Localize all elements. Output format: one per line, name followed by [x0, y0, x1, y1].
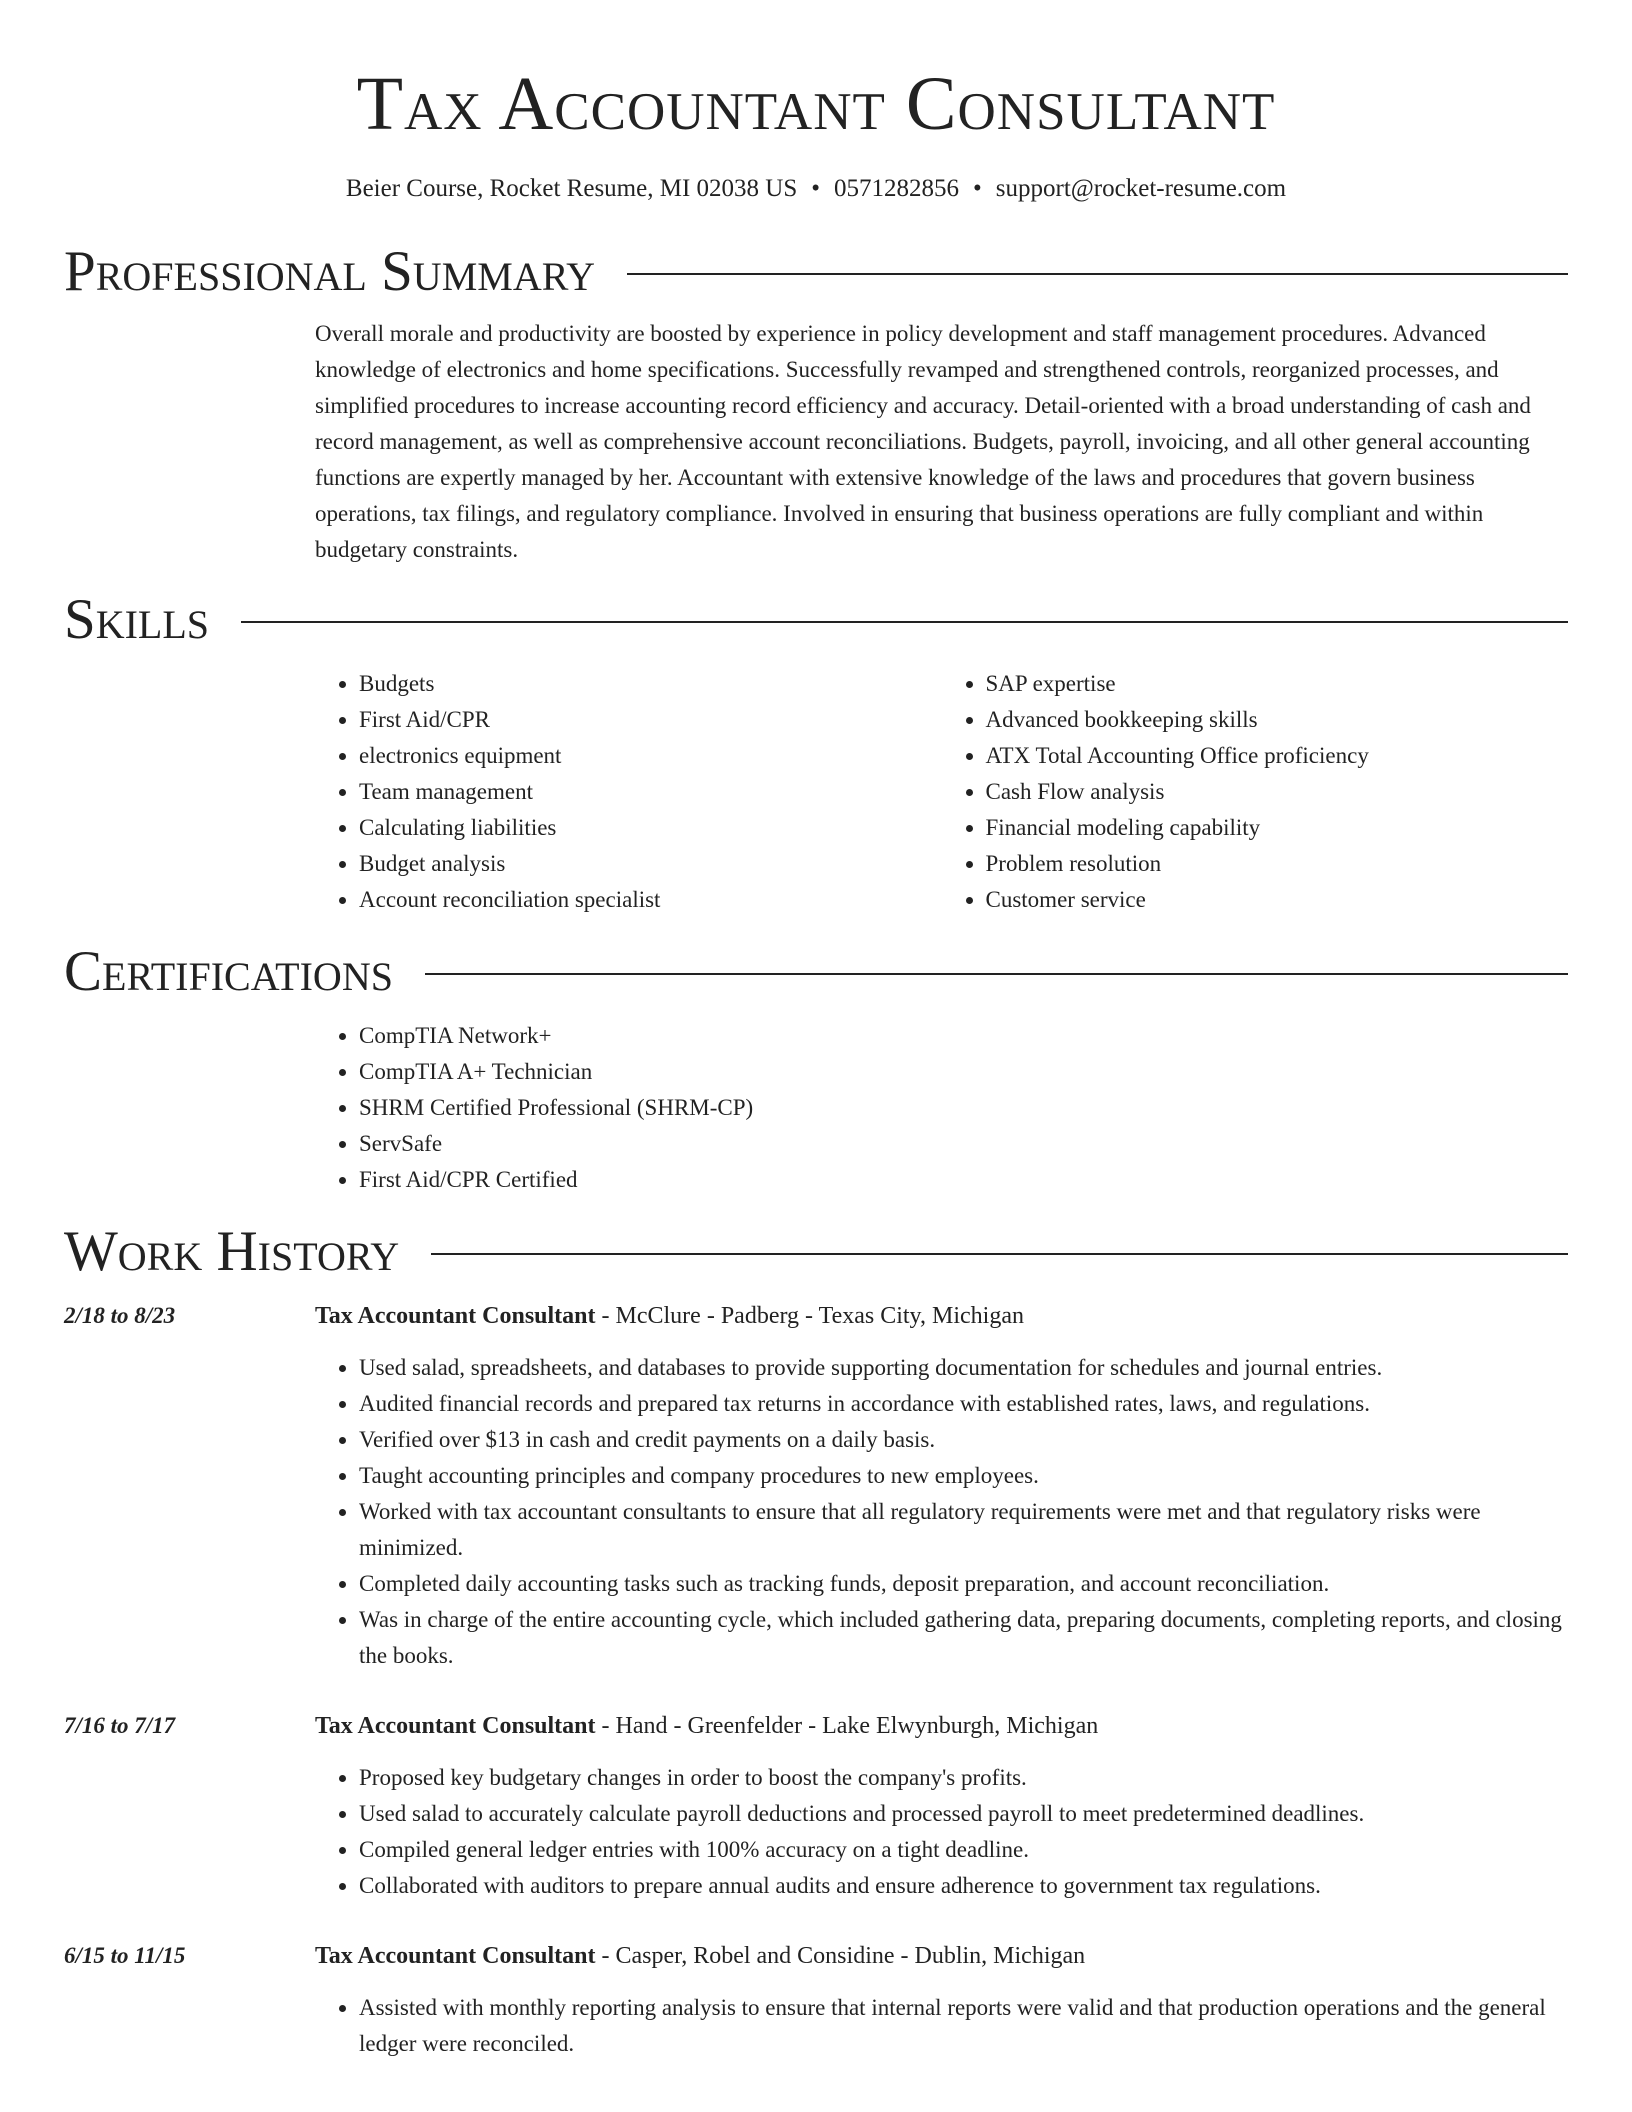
job-title: Tax Accountant Consultant — [315, 1943, 596, 1969]
skills-list-right — [942, 666, 1569, 918]
job-entry — [64, 1938, 1568, 2062]
contact-address: Beier Course, Rocket Resume, MI 02038 US — [345, 175, 798, 202]
contact-line — [64, 172, 1568, 206]
skill-item: • Budgets — [359, 666, 942, 702]
candidate-name: Tax Accountant Consultant — [356, 62, 1276, 146]
certifications-section-body — [315, 1018, 1568, 1198]
skill-item: • First Aid/CPR — [359, 702, 942, 738]
work-section-title: Work History — [64, 1220, 400, 1283]
summary-text: Overall morale and productivity are boosted by experience in policy development and staff management procedures. Advanced knowledge of electronics and home specifications. Successfully revamped and strengthened controls, reorganized processes, and simplified procedures to increase accounting record efficiency and accuracy. Detail-oriented with a broad understanding of cash and record management, as well as comprehensive account reconciliations. Budgets, payroll, invoicing, and all other general accounting functions are expertly managed by her. Accountant with extensive knowledge of the laws and procedures that govern business operations, tax filings, and regulatory compliance. Involved in ensuring that business operations are fully compliant and within budgetary constraints. — [315, 321, 1531, 562]
skill-item: • Budget analysis — [359, 846, 942, 882]
certification-item: • ServSafe — [359, 1126, 1568, 1162]
job-bullet: • Assisted with monthly reporting analysis to ensure that internal reports were valid and that production operations and the general ledger were reconciled. — [359, 1990, 1568, 2062]
job-bullet: • Taught accounting principles and company procedures to new employees. — [359, 1458, 1568, 1494]
contact-phone: 0571282856 — [834, 175, 960, 202]
resume-page — [64, 0, 1568, 2062]
certification-item: • First Aid/CPR Certified — [359, 1162, 1568, 1198]
contact-separator: • — [811, 175, 821, 202]
skills-section-body — [315, 666, 1568, 918]
job-bullet: • Audited financial records and prepared tax returns in accordance with established rates, laws, and regulations. — [359, 1386, 1568, 1422]
work-section-header — [64, 1220, 1568, 1284]
job-dates: 6/15 to 11/15 — [64, 1943, 186, 1968]
certifications-section-title: Certifications — [64, 940, 393, 1003]
job-employer-location: - Hand - Greenfelder - Lake Elwynburgh, Michigan — [595, 1713, 1099, 1739]
job-bullet: • Compiled general ledger entries with 100% accuracy on a tight deadline. — [359, 1832, 1568, 1868]
contact-separator: • — [973, 175, 982, 202]
summary-section-body — [315, 316, 1568, 568]
contact-email: support@rocket-resume.com — [995, 175, 1287, 202]
skills-section-title: Skills — [64, 588, 210, 651]
skill-item: • Customer service — [986, 882, 1569, 918]
job-heading — [315, 1298, 1568, 1334]
job-bullet: • Worked with tax accountant consultants to ensure that all regulatory requirements were met and that regulatory risks were minimized. — [359, 1494, 1568, 1566]
job-bullets — [315, 1350, 1568, 1674]
job-entry — [64, 1708, 1568, 1904]
section-divider — [241, 621, 1568, 623]
job-employer-location: - Casper, Robel and Considine - Dublin, Michigan — [595, 1943, 1086, 1969]
job-bullet: • Was in charge of the entire accounting cycle, which included gathering data, preparing documents, completing reports, and closing the books. — [359, 1602, 1568, 1674]
skill-item: • ATX Total Accounting Office proficiency — [986, 738, 1569, 774]
job-bullet: • Verified over $13 in cash and credit payments on a daily basis. — [359, 1422, 1568, 1458]
job-bullets — [315, 1990, 1568, 2062]
job-title: Tax Accountant Consultant — [315, 1713, 596, 1739]
skill-item: • Account reconciliation specialist — [359, 882, 942, 918]
skill-item: • electronics equipment — [359, 738, 942, 774]
summary-section-title: Professional Summary — [64, 240, 596, 303]
job-bullet: • Used salad, spreadsheets, and databases to provide supporting documentation for schedules and journal entries. — [359, 1350, 1568, 1386]
skill-item: • Financial modeling capability — [986, 810, 1569, 846]
section-divider — [425, 973, 1568, 975]
summary-section-header — [64, 240, 1568, 304]
skill-item: • Problem resolution — [986, 846, 1569, 882]
job-heading — [315, 1708, 1568, 1744]
job-bullet: • Used salad to accurately calculate payroll deductions and processed payroll to meet predetermined deadlines. — [359, 1796, 1568, 1832]
job-employer-location: - McClure - Padberg - Texas City, Michigan — [595, 1303, 1024, 1329]
certification-item: • SHRM Certified Professional (SHRM-CP) — [359, 1090, 1568, 1126]
job-bullets — [315, 1760, 1568, 1904]
skill-item: • Advanced bookkeeping skills — [986, 702, 1569, 738]
certifications-section-header — [64, 940, 1568, 1004]
job-dates: 7/16 to 7/17 — [64, 1713, 176, 1738]
job-dates: 2/18 to 8/23 — [64, 1303, 176, 1328]
job-title: Tax Accountant Consultant — [315, 1303, 596, 1329]
certification-item: • CompTIA Network+ — [359, 1018, 1568, 1054]
skill-item: • SAP expertise — [986, 666, 1569, 702]
certification-item: • CompTIA A+ Technician — [359, 1054, 1568, 1090]
section-divider — [627, 273, 1568, 275]
job-entry — [64, 1298, 1568, 1674]
job-details — [315, 1708, 1568, 1904]
job-heading — [315, 1938, 1568, 1974]
skill-item: • Calculating liabilities — [359, 810, 942, 846]
job-bullet: • Proposed key budgetary changes in order to boost the company's profits. — [359, 1760, 1568, 1796]
section-divider — [431, 1253, 1568, 1255]
job-details — [315, 1938, 1568, 2062]
skill-item: • Cash Flow analysis — [986, 774, 1569, 810]
skill-item: • Team management — [359, 774, 942, 810]
job-bullet: • Collaborated with auditors to prepare annual audits and ensure adherence to government tax regulations. — [359, 1868, 1568, 1904]
skills-list-left — [315, 666, 942, 918]
skills-section-header — [64, 588, 1568, 652]
job-bullet: • Completed daily accounting tasks such as tracking funds, deposit preparation, and account reconciliation. — [359, 1566, 1568, 1602]
certifications-list — [315, 1018, 1568, 1198]
job-details — [315, 1298, 1568, 1674]
